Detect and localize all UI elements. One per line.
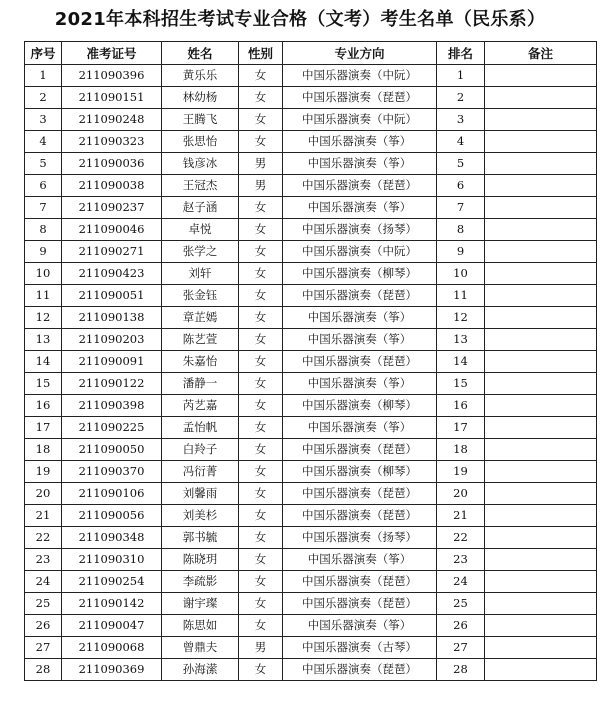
- cell-major: 中国乐器演奏（琵琶）: [283, 659, 437, 681]
- cell-rank: 24: [437, 571, 485, 593]
- cell-name: 陈艺萱: [162, 329, 239, 351]
- cell-rank: 12: [437, 307, 485, 329]
- cell-rank: 6: [437, 175, 485, 197]
- column-header-note: 备注: [485, 42, 597, 65]
- cell-note: [485, 505, 597, 527]
- cell-exam-id: 211090106: [62, 483, 162, 505]
- cell-note: [485, 637, 597, 659]
- cell-exam-id: 211090237: [62, 197, 162, 219]
- cell-seq: 6: [25, 175, 62, 197]
- cell-major: 中国乐器演奏（中阮）: [283, 241, 437, 263]
- cell-major: 中国乐器演奏（柳琴）: [283, 395, 437, 417]
- cell-note: [485, 87, 597, 109]
- cell-sex: 女: [239, 87, 283, 109]
- cell-major: 中国乐器演奏（琵琶）: [283, 505, 437, 527]
- cell-major: 中国乐器演奏（琵琶）: [283, 351, 437, 373]
- cell-rank: 2: [437, 87, 485, 109]
- cell-seq: 14: [25, 351, 62, 373]
- cell-rank: 28: [437, 659, 485, 681]
- cell-seq: 10: [25, 263, 62, 285]
- cell-note: [485, 615, 597, 637]
- cell-exam-id: 211090051: [62, 285, 162, 307]
- table-row: [25, 549, 597, 571]
- cell-seq: 16: [25, 395, 62, 417]
- cell-note: [485, 549, 597, 571]
- cell-sex: 女: [239, 263, 283, 285]
- cell-note: [485, 659, 597, 681]
- table-row: [25, 263, 597, 285]
- cell-rank: 9: [437, 241, 485, 263]
- cell-major: 中国乐器演奏（中阮）: [283, 109, 437, 131]
- cell-seq: 4: [25, 131, 62, 153]
- cell-rank: 27: [437, 637, 485, 659]
- cell-seq: 23: [25, 549, 62, 571]
- cell-name: 朱嘉怡: [162, 351, 239, 373]
- cell-sex: 女: [239, 593, 283, 615]
- cell-exam-id: 211090091: [62, 351, 162, 373]
- cell-name: 林幼杨: [162, 87, 239, 109]
- cell-sex: 女: [239, 197, 283, 219]
- cell-sex: 男: [239, 153, 283, 175]
- cell-seq: 25: [25, 593, 62, 615]
- cell-note: [485, 571, 597, 593]
- cell-sex: 女: [239, 483, 283, 505]
- table-row: [25, 285, 597, 307]
- cell-name: 张思怡: [162, 131, 239, 153]
- cell-major: 中国乐器演奏（筝）: [283, 615, 437, 637]
- cell-rank: 25: [437, 593, 485, 615]
- cell-note: [485, 109, 597, 131]
- cell-name: 钱彦冰: [162, 153, 239, 175]
- table-row: [25, 329, 597, 351]
- cell-seq: 1: [25, 65, 62, 87]
- table-row: [25, 417, 597, 439]
- cell-exam-id: 211090047: [62, 615, 162, 637]
- cell-sex: 女: [239, 417, 283, 439]
- cell-note: [485, 527, 597, 549]
- cell-sex: 女: [239, 395, 283, 417]
- cell-exam-id: 211090046: [62, 219, 162, 241]
- cell-sex: 女: [239, 461, 283, 483]
- cell-rank: 8: [437, 219, 485, 241]
- table-row: [25, 373, 597, 395]
- cell-rank: 17: [437, 417, 485, 439]
- cell-rank: 18: [437, 439, 485, 461]
- cell-name: 陈思如: [162, 615, 239, 637]
- cell-seq: 17: [25, 417, 62, 439]
- cell-note: [485, 219, 597, 241]
- cell-seq: 5: [25, 153, 62, 175]
- cell-seq: 21: [25, 505, 62, 527]
- cell-major: 中国乐器演奏（筝）: [283, 417, 437, 439]
- cell-sex: 女: [239, 527, 283, 549]
- cell-name: 王腾飞: [162, 109, 239, 131]
- table-row: [25, 241, 597, 263]
- cell-exam-id: 211090271: [62, 241, 162, 263]
- cell-note: [485, 197, 597, 219]
- cell-exam-id: 211090050: [62, 439, 162, 461]
- cell-name: 刘美杉: [162, 505, 239, 527]
- cell-name: 孙海潆: [162, 659, 239, 681]
- table-row: [25, 153, 597, 175]
- cell-seq: 27: [25, 637, 62, 659]
- cell-name: 张金钰: [162, 285, 239, 307]
- column-header-rank: 排名: [437, 42, 485, 65]
- cell-rank: 4: [437, 131, 485, 153]
- cell-name: 孟怡帆: [162, 417, 239, 439]
- cell-major: 中国乐器演奏（琵琶）: [283, 285, 437, 307]
- cell-exam-id: 211090203: [62, 329, 162, 351]
- cell-rank: 3: [437, 109, 485, 131]
- cell-name: 卓悦: [162, 219, 239, 241]
- table-row: [25, 65, 597, 87]
- cell-note: [485, 439, 597, 461]
- table-row: [25, 395, 597, 417]
- cell-note: [485, 351, 597, 373]
- document-title: 2021年本科招生考试专业合格（文考）考生名单（民乐系）: [54, 9, 546, 30]
- cell-major: 中国乐器演奏（琵琶）: [283, 593, 437, 615]
- cell-rank: 21: [437, 505, 485, 527]
- cell-note: [485, 417, 597, 439]
- cell-note: [485, 65, 597, 87]
- cell-sex: 女: [239, 505, 283, 527]
- cell-exam-id: 211090396: [62, 65, 162, 87]
- table-row: [25, 659, 597, 681]
- cell-name: 曾鼎夫: [162, 637, 239, 659]
- cell-note: [485, 175, 597, 197]
- cell-major: 中国乐器演奏（琵琶）: [283, 175, 437, 197]
- cell-rank: 15: [437, 373, 485, 395]
- cell-sex: 女: [239, 439, 283, 461]
- cell-major: 中国乐器演奏（筝）: [283, 197, 437, 219]
- cell-name: 黄乐乐: [162, 65, 239, 87]
- cell-major: 中国乐器演奏（柳琴）: [283, 263, 437, 285]
- cell-seq: 26: [25, 615, 62, 637]
- cell-sex: 女: [239, 219, 283, 241]
- cell-exam-id: 211090370: [62, 461, 162, 483]
- cell-note: [485, 329, 597, 351]
- cell-sex: 女: [239, 307, 283, 329]
- cell-exam-id: 211090151: [62, 87, 162, 109]
- cell-sex: 女: [239, 549, 283, 571]
- cell-rank: 14: [437, 351, 485, 373]
- cell-sex: 女: [239, 109, 283, 131]
- cell-seq: 24: [25, 571, 62, 593]
- cell-exam-id: 211090248: [62, 109, 162, 131]
- table-row: [25, 197, 597, 219]
- cell-major: 中国乐器演奏（扬琴）: [283, 527, 437, 549]
- cell-seq: 20: [25, 483, 62, 505]
- cell-seq: 11: [25, 285, 62, 307]
- cell-exam-id: 211090225: [62, 417, 162, 439]
- column-header-name: 姓名: [162, 42, 239, 65]
- candidate-table: [24, 41, 597, 681]
- table-row: [25, 175, 597, 197]
- table-row: [25, 307, 597, 329]
- cell-note: [485, 241, 597, 263]
- cell-exam-id: 211090323: [62, 131, 162, 153]
- cell-major: 中国乐器演奏（筝）: [283, 329, 437, 351]
- cell-sex: 女: [239, 571, 283, 593]
- cell-name: 王冠杰: [162, 175, 239, 197]
- cell-note: [485, 395, 597, 417]
- cell-sex: 女: [239, 241, 283, 263]
- column-header-sex: 性别: [239, 42, 283, 65]
- cell-seq: 13: [25, 329, 62, 351]
- column-header-major: 专业方向: [283, 42, 437, 65]
- cell-rank: 23: [437, 549, 485, 571]
- cell-rank: 1: [437, 65, 485, 87]
- cell-sex: 女: [239, 65, 283, 87]
- table-row: [25, 615, 597, 637]
- table-row: [25, 571, 597, 593]
- cell-note: [485, 373, 597, 395]
- cell-exam-id: 211090398: [62, 395, 162, 417]
- cell-rank: 7: [437, 197, 485, 219]
- cell-name: 李疏影: [162, 571, 239, 593]
- cell-exam-id: 211090310: [62, 549, 162, 571]
- table-row: [25, 131, 597, 153]
- cell-exam-id: 211090423: [62, 263, 162, 285]
- cell-name: 张学之: [162, 241, 239, 263]
- cell-note: [485, 285, 597, 307]
- cell-major: 中国乐器演奏（筝）: [283, 373, 437, 395]
- cell-exam-id: 211090122: [62, 373, 162, 395]
- cell-seq: 9: [25, 241, 62, 263]
- cell-sex: 女: [239, 329, 283, 351]
- table-row: [25, 527, 597, 549]
- cell-rank: 19: [437, 461, 485, 483]
- cell-seq: 15: [25, 373, 62, 395]
- cell-name: 白羚子: [162, 439, 239, 461]
- cell-exam-id: 211090348: [62, 527, 162, 549]
- cell-name: 刘馨雨: [162, 483, 239, 505]
- cell-seq: 28: [25, 659, 62, 681]
- table-body: [25, 65, 597, 681]
- cell-major: 中国乐器演奏（琵琶）: [283, 87, 437, 109]
- table-row: [25, 461, 597, 483]
- cell-exam-id: 211090138: [62, 307, 162, 329]
- table-row: [25, 219, 597, 241]
- cell-seq: 7: [25, 197, 62, 219]
- cell-major: 中国乐器演奏（古琴）: [283, 637, 437, 659]
- cell-rank: 5: [437, 153, 485, 175]
- table-row: [25, 439, 597, 461]
- table-row: [25, 593, 597, 615]
- cell-exam-id: 211090056: [62, 505, 162, 527]
- cell-seq: 19: [25, 461, 62, 483]
- table-row: [25, 483, 597, 505]
- cell-seq: 18: [25, 439, 62, 461]
- cell-note: [485, 131, 597, 153]
- cell-rank: 13: [437, 329, 485, 351]
- cell-exam-id: 211090369: [62, 659, 162, 681]
- cell-major: 中国乐器演奏（琵琶）: [283, 439, 437, 461]
- table-row: [25, 109, 597, 131]
- cell-exam-id: 211090036: [62, 153, 162, 175]
- cell-major: 中国乐器演奏（中阮）: [283, 65, 437, 87]
- cell-sex: 男: [239, 637, 283, 659]
- cell-major: 中国乐器演奏（筝）: [283, 153, 437, 175]
- cell-sex: 女: [239, 131, 283, 153]
- table-row: [25, 351, 597, 373]
- cell-note: [485, 461, 597, 483]
- cell-exam-id: 211090068: [62, 637, 162, 659]
- cell-note: [485, 593, 597, 615]
- cell-name: 章芷嫣: [162, 307, 239, 329]
- table-row: [25, 637, 597, 659]
- cell-name: 谢宇璨: [162, 593, 239, 615]
- cell-name: 芮艺嘉: [162, 395, 239, 417]
- cell-sex: 女: [239, 615, 283, 637]
- cell-exam-id: 211090254: [62, 571, 162, 593]
- cell-major: 中国乐器演奏（筝）: [283, 549, 437, 571]
- cell-major: 中国乐器演奏（柳琴）: [283, 461, 437, 483]
- cell-sex: 女: [239, 373, 283, 395]
- cell-seq: 8: [25, 219, 62, 241]
- table-row: [25, 505, 597, 527]
- cell-seq: 2: [25, 87, 62, 109]
- cell-exam-id: 211090038: [62, 175, 162, 197]
- cell-note: [485, 483, 597, 505]
- cell-note: [485, 153, 597, 175]
- cell-name: 刘轩: [162, 263, 239, 285]
- cell-name: 冯衍菁: [162, 461, 239, 483]
- cell-major: 中国乐器演奏（扬琴）: [283, 219, 437, 241]
- cell-name: 赵子涵: [162, 197, 239, 219]
- cell-sex: 女: [239, 351, 283, 373]
- cell-sex: 男: [239, 175, 283, 197]
- column-header-id: 准考证号: [62, 42, 162, 65]
- column-header-seq: 序号: [25, 42, 62, 65]
- cell-rank: 16: [437, 395, 485, 417]
- cell-major: 中国乐器演奏（筝）: [283, 307, 437, 329]
- cell-name: 陈晓玥: [162, 549, 239, 571]
- table-row: [25, 87, 597, 109]
- cell-rank: 26: [437, 615, 485, 637]
- cell-seq: 22: [25, 527, 62, 549]
- cell-rank: 22: [437, 527, 485, 549]
- cell-note: [485, 263, 597, 285]
- cell-rank: 20: [437, 483, 485, 505]
- cell-note: [485, 307, 597, 329]
- table-header-row: [25, 42, 597, 65]
- cell-sex: 女: [239, 659, 283, 681]
- cell-name: 潘静一: [162, 373, 239, 395]
- cell-seq: 12: [25, 307, 62, 329]
- cell-rank: 10: [437, 263, 485, 285]
- cell-major: 中国乐器演奏（琵琶）: [283, 571, 437, 593]
- cell-sex: 女: [239, 285, 283, 307]
- cell-exam-id: 211090142: [62, 593, 162, 615]
- cell-major: 中国乐器演奏（筝）: [283, 131, 437, 153]
- cell-seq: 3: [25, 109, 62, 131]
- cell-major: 中国乐器演奏（琵琶）: [283, 483, 437, 505]
- cell-rank: 11: [437, 285, 485, 307]
- cell-name: 郭书毓: [162, 527, 239, 549]
